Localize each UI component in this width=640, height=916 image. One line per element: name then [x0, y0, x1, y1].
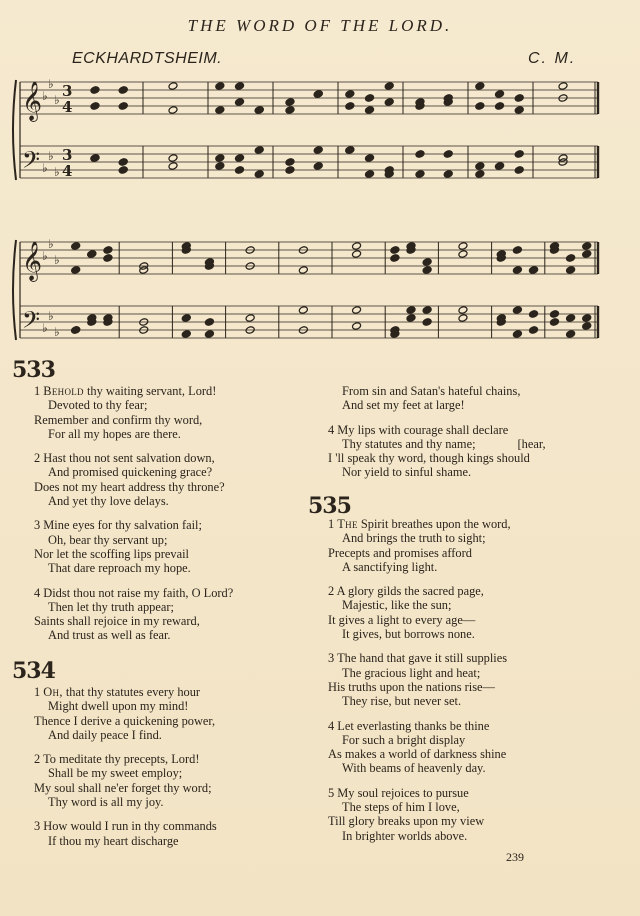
- note: [458, 306, 468, 315]
- note: [204, 318, 214, 327]
- verse-line: It gives, but borrows none.: [342, 627, 475, 642]
- verse-line: Oh, bear thy servant up;: [48, 532, 168, 547]
- note: [285, 166, 295, 175]
- verse-line: 1 Oh, that thy statutes every hour: [34, 685, 201, 699]
- note: [512, 330, 522, 339]
- note: [458, 314, 468, 323]
- note: [549, 310, 559, 319]
- note: [406, 314, 416, 323]
- hymn-534: [34, 685, 217, 848]
- verse-line: Shall be my sweet employ;: [48, 766, 183, 781]
- note: [422, 306, 432, 315]
- flat-icon: ♭: [54, 253, 60, 267]
- note: [529, 266, 539, 275]
- note: [71, 242, 81, 251]
- verse-line: And brings the truth to sight;: [342, 531, 486, 546]
- verse-line: Till glory breaks upon my view: [328, 814, 485, 829]
- verse-line: 4 My lips with courage shall declare: [328, 422, 509, 437]
- note: [285, 106, 295, 115]
- note: [352, 322, 362, 331]
- note: [235, 82, 245, 91]
- verse-line: Saints shall rejoice in my reward,: [34, 614, 200, 629]
- note: [181, 330, 191, 339]
- verse-line: A sanctifying light.: [342, 559, 438, 574]
- note: [215, 154, 225, 163]
- hymn-533-right: [328, 384, 546, 480]
- note: [345, 146, 355, 155]
- verse-line: Nor let the scoffing lips prevail: [34, 546, 189, 561]
- note: [254, 170, 264, 179]
- verse-line: That dare reproach my hope.: [48, 561, 191, 576]
- verse-line: Thy statutes and thy name; [hear,: [342, 436, 546, 451]
- note: [168, 154, 178, 163]
- verse-line: For all my hopes are there.: [48, 426, 181, 441]
- time-signature: 4: [62, 162, 73, 180]
- note: [285, 98, 295, 107]
- flat-icon: ♭: [42, 321, 48, 335]
- verse-line: 4 Didst thou not raise my faith, O Lord?: [34, 585, 234, 600]
- verse-line: 5 My soul rejoices to pursue: [328, 785, 469, 800]
- brace: [13, 240, 16, 340]
- verse-line: Precepts and promises afford: [328, 545, 472, 560]
- note: [512, 266, 522, 275]
- time-signature: 3: [62, 146, 73, 164]
- music-score: [0, 0, 640, 360]
- note: [365, 94, 375, 103]
- note: [168, 162, 178, 171]
- verse-line: Devoted to thy fear;: [48, 398, 148, 413]
- treble-clef-icon: 𝄞: [22, 241, 43, 281]
- verse-line: And trust as well as fear.: [48, 628, 171, 643]
- note: [475, 102, 485, 111]
- note: [118, 158, 128, 167]
- hymn-number-534: 534: [12, 658, 55, 684]
- verse-line: As makes a world of darkness shine: [328, 747, 507, 762]
- note: [495, 90, 505, 99]
- note: [495, 102, 505, 111]
- verse-line: Majestic, like the sun;: [342, 598, 452, 613]
- bracket-word: [hear,: [517, 436, 546, 451]
- verse-line: 1 The Spirit breathes upon the word,: [328, 517, 511, 531]
- note: [181, 314, 191, 323]
- note: [475, 162, 485, 171]
- note: [365, 106, 375, 115]
- note: [313, 146, 323, 155]
- verse-line: My soul shall ne'er forget thy word;: [34, 780, 212, 795]
- bass-clef-icon: 𝄢: [22, 146, 41, 179]
- verse-line: And set my feet at large!: [342, 398, 465, 413]
- verse-line: Thence I derive a quickening power,: [34, 713, 216, 728]
- verse-line: The gracious light and heat;: [342, 665, 481, 680]
- running-title: THE WORD OF THE LORD.: [187, 16, 453, 35]
- note: [512, 246, 522, 255]
- verse-line: 2 To meditate thy precepts, Lord!: [34, 752, 200, 767]
- note: [71, 266, 81, 275]
- note: [235, 98, 245, 107]
- verse-line: Remember and confirm thy word,: [34, 412, 203, 427]
- note: [235, 154, 245, 163]
- verse-line: Thy word is all my joy.: [48, 795, 164, 810]
- page-number: 239: [506, 850, 524, 864]
- verse-line: 1 Behold thy waiting servant, Lord!: [34, 384, 217, 398]
- note: [345, 102, 355, 111]
- note: [475, 170, 485, 179]
- verse-line: Nor yield to sinful shame.: [342, 465, 472, 480]
- note: [582, 250, 592, 259]
- note: [495, 162, 505, 171]
- verse-line: Does not my heart address thy throne?: [34, 479, 225, 494]
- note: [90, 86, 100, 95]
- note: [514, 106, 524, 115]
- note: [298, 266, 308, 275]
- note: [313, 162, 323, 171]
- note: [475, 82, 485, 91]
- verse-line: For such a bright display: [342, 732, 466, 747]
- note: [384, 98, 394, 107]
- note: [458, 242, 468, 251]
- hymn-number-535: 535: [308, 493, 351, 519]
- note: [512, 306, 522, 315]
- note: [566, 254, 576, 263]
- note: [235, 166, 245, 175]
- flat-icon: ♭: [42, 249, 48, 263]
- note: [118, 102, 128, 111]
- verse-line: They rise, but never set.: [342, 694, 462, 709]
- note: [365, 154, 375, 163]
- note: [168, 82, 178, 91]
- note: [204, 330, 214, 339]
- note: [406, 306, 416, 315]
- time-signature: 3: [62, 82, 73, 100]
- verse-line: 3 How would I run in thy commands: [34, 819, 217, 834]
- verse-line: Then let thy truth appear;: [48, 599, 174, 614]
- note: [285, 158, 295, 167]
- flat-icon: ♭: [48, 237, 54, 251]
- flat-icon: ♭: [54, 93, 60, 107]
- tune-meter: C. M.: [528, 50, 577, 67]
- note: [215, 106, 225, 115]
- note: [390, 254, 400, 263]
- note: [422, 318, 432, 327]
- note: [215, 162, 225, 171]
- note: [566, 266, 576, 275]
- flat-icon: ♭: [42, 89, 48, 103]
- treble-clef-icon: 𝄞: [22, 81, 43, 121]
- verse-line: With beams of heavenly day.: [342, 761, 486, 776]
- verse-line: And promised quickening grace?: [48, 465, 213, 480]
- verse-line: 3 The hand that gave it still supplies: [328, 651, 508, 666]
- note: [365, 170, 375, 179]
- note: [582, 242, 592, 251]
- note: [254, 106, 264, 115]
- flat-icon: ♭: [48, 149, 54, 163]
- note: [87, 250, 97, 259]
- note: [443, 170, 453, 179]
- note: [384, 82, 394, 91]
- verse-line: 2 A glory gilds the sacred page,: [328, 584, 484, 599]
- verse-line: And daily peace I find.: [48, 727, 162, 742]
- note: [422, 266, 432, 275]
- note: [529, 326, 539, 335]
- note: [415, 150, 425, 159]
- tune-name: ECKHARDTSHEIM.: [72, 50, 223, 67]
- flat-icon: ♭: [48, 309, 54, 323]
- flat-icon: ♭: [54, 165, 60, 179]
- note: [352, 242, 362, 251]
- note: [118, 166, 128, 175]
- note: [390, 246, 400, 255]
- verse-line: It gives a light to every age—: [328, 612, 476, 627]
- note: [582, 314, 592, 323]
- verse-line: I 'll speak thy word, though kings should: [328, 451, 530, 466]
- note: [566, 330, 576, 339]
- verse-line: The steps of him I love,: [342, 800, 460, 815]
- flat-icon: ♭: [54, 325, 60, 339]
- flat-icon: ♭: [48, 77, 54, 91]
- note: [415, 170, 425, 179]
- note: [514, 150, 524, 159]
- note: [103, 246, 113, 255]
- verse-line: Might dwell upon my mind!: [48, 699, 189, 714]
- verse-line: 4 Let everlasting thanks be thine: [328, 718, 490, 733]
- note: [298, 306, 308, 315]
- note: [529, 310, 539, 319]
- time-signature: 4: [62, 98, 73, 116]
- verse-line: His truths upon the nations rise—: [328, 679, 495, 694]
- note: [582, 322, 592, 331]
- note: [443, 150, 453, 159]
- note: [90, 154, 100, 163]
- note: [558, 82, 568, 91]
- verse-line: From sin and Satan's hateful chains,: [342, 384, 521, 398]
- note: [514, 166, 524, 175]
- verse-line: In brighter worlds above.: [342, 828, 468, 843]
- note: [514, 94, 524, 103]
- note: [352, 250, 362, 259]
- verse-line: 2 Hast thou not sent salvation down,: [34, 451, 215, 466]
- note: [566, 314, 576, 323]
- note: [245, 314, 255, 323]
- note: [422, 258, 432, 267]
- brace: [13, 80, 16, 180]
- bass-clef-icon: 𝄢: [22, 306, 41, 339]
- note: [549, 318, 559, 327]
- note: [215, 82, 225, 91]
- note: [352, 306, 362, 315]
- note: [118, 86, 128, 95]
- note: [313, 90, 323, 99]
- note: [458, 250, 468, 259]
- note: [71, 326, 81, 335]
- verse-line: And yet thy love delays.: [48, 494, 169, 509]
- hymn-number-533: 533: [12, 357, 55, 383]
- note: [254, 146, 264, 155]
- verse-line: 3 Mine eyes for thy salvation fail;: [34, 518, 202, 533]
- note: [103, 254, 113, 263]
- verse-line: If thou my heart discharge: [48, 833, 179, 848]
- note: [90, 102, 100, 111]
- hymn-533-left: [34, 384, 233, 643]
- note: [345, 90, 355, 99]
- hymn-535: [328, 517, 511, 843]
- note: [168, 106, 178, 115]
- flat-icon: ♭: [42, 161, 48, 175]
